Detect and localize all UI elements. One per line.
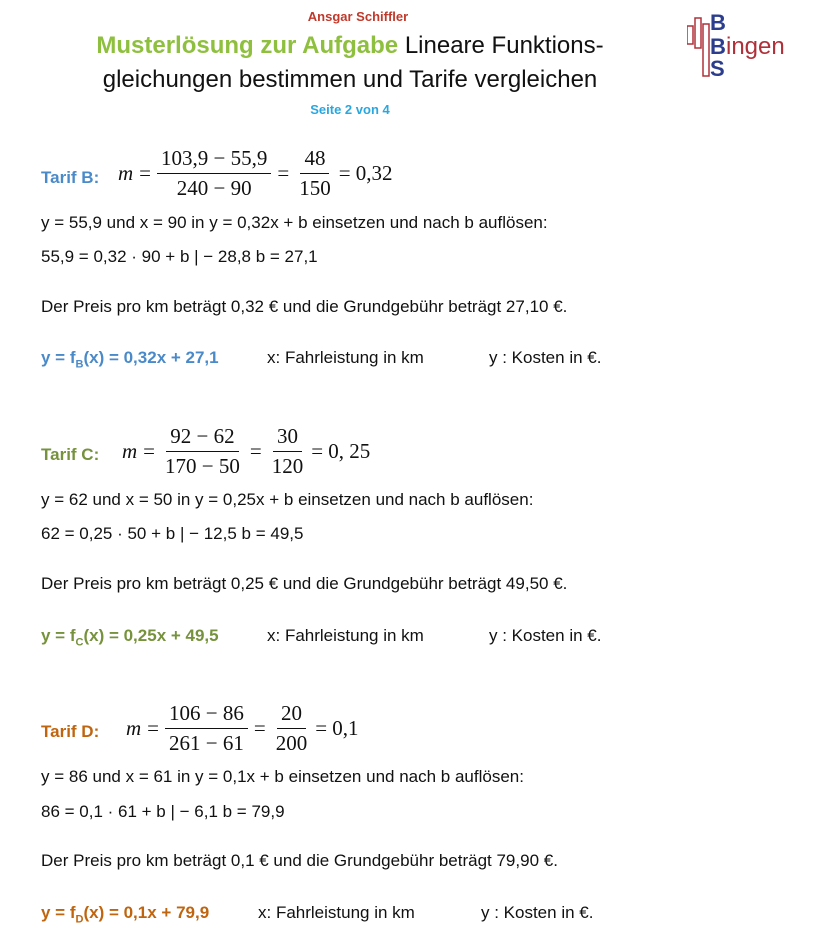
tarif-c-sentence: Der Preis pro km beträgt 0,25 € und die Grundgebühr beträgt 49,50 €.: [41, 574, 568, 593]
page-title-line2: gleichungen bestimmen und Tarife vergleichen: [102, 66, 598, 93]
logo-letter-b1: B: [710, 10, 726, 35]
fraction-denominator: 240 − 90: [176, 176, 252, 200]
slope-symbol: m: [122, 439, 138, 463]
tarif-c-label: Tarif C:: [41, 445, 100, 464]
logo-letter-b2: B: [710, 34, 726, 59]
slope-result: = 0, 25: [311, 439, 371, 463]
function-prefix: y = f: [41, 903, 76, 922]
fraction-denominator: 120: [271, 454, 304, 478]
tarif-d-sentence: Der Preis pro km beträgt 0,1 € und die Grundgebühr beträgt 79,90 €.: [41, 851, 558, 870]
function-body: (x) = 0,1x + 79,9: [83, 903, 210, 922]
tarif-d-y-description: y : Kosten in €.: [481, 903, 594, 922]
title-highlight: Musterlösung zur Aufgabe: [96, 32, 399, 59]
fraction-numerator: 106 − 86: [165, 701, 248, 729]
fraction: [161, 424, 244, 479]
tarif-c-slope-formula: [122, 424, 370, 479]
function-prefix: y = f: [41, 348, 76, 367]
fraction-denominator: 261 − 61: [169, 731, 244, 755]
fraction: [165, 701, 248, 756]
fraction: [268, 424, 308, 479]
tarif-d-function: [41, 903, 209, 925]
fraction-numerator: 20: [277, 701, 306, 729]
tarif-c-y-description: y : Kosten in €.: [489, 626, 602, 645]
tarif-c-solve-b: 62 = 0,25 · 50 + b | − 12,5 b = 49,5: [41, 524, 304, 543]
slope-symbol: m: [126, 716, 142, 740]
author-name: Ansgar Schiffler: [307, 9, 409, 24]
logo-graphic: [687, 10, 817, 80]
tarif-d-slope-formula: [126, 701, 359, 756]
page-indicator: Seite 2 von 4: [310, 102, 390, 117]
fraction-numerator: 92 − 62: [166, 424, 238, 452]
fraction-denominator: 200: [275, 731, 308, 755]
tarif-c-substitution: y = 62 und x = 50 in y = 0,25x + b einsetzen und nach b auflösen:: [41, 490, 534, 509]
tarif-b-x-description: x: Fahrleistung in km: [267, 348, 424, 367]
equals-sign: =: [277, 161, 290, 185]
tarif-b-y-description: y : Kosten in €.: [489, 348, 602, 367]
function-subscript: C: [75, 636, 84, 649]
tarif-d-label: Tarif D:: [41, 722, 100, 741]
equals-sign: =: [139, 161, 152, 185]
fraction: [295, 146, 335, 201]
fraction: [157, 146, 271, 201]
title-rest: Lineare Funktions-: [398, 32, 604, 59]
tarif-d-solve-b: 86 = 0,1 · 61 + b | − 6,1 b = 79,9: [41, 802, 285, 821]
tarif-b-substitution: y = 55,9 und x = 90 in y = 0,32x + b einsetzen und nach b auflösen:: [41, 213, 548, 232]
fraction-denominator: 150: [299, 176, 331, 200]
equals-sign: =: [147, 716, 160, 740]
function-body: (x) = 0,25x + 49,5: [83, 626, 219, 645]
fraction-numerator: 48: [300, 146, 329, 174]
tarif-b-slope-formula: [118, 146, 393, 201]
slope-result: = 0,32: [338, 161, 393, 185]
tarif-d-substitution: y = 86 und x = 61 in y = 0,1x + b einsetzen und nach b auflösen:: [41, 767, 524, 786]
fraction-denominator: 170 − 50: [165, 454, 240, 478]
equals-sign: =: [143, 439, 156, 463]
slope-symbol: m: [118, 161, 134, 185]
fraction-numerator: 30: [273, 424, 302, 452]
tarif-b-function: [41, 348, 219, 370]
bbs-bingen-logo: [687, 10, 817, 80]
logo-letter-s: S: [710, 56, 725, 80]
tarif-c-x-description: x: Fahrleistung in km: [267, 626, 424, 645]
logo-word: ingen: [726, 33, 785, 60]
tarif-c-function: [41, 626, 219, 648]
function-subscript: D: [75, 913, 84, 926]
page-title: [0, 32, 700, 60]
slope-result: = 0,1: [315, 716, 359, 740]
function-prefix: y = f: [41, 626, 76, 645]
equals-sign: =: [249, 439, 262, 463]
fraction-numerator: 103,9 − 55,9: [157, 146, 271, 174]
tarif-b-solve-b: 55,9 = 0,32 · 90 + b | − 28,8 b = 27,1: [41, 247, 318, 266]
tarif-d-x-description: x: Fahrleistung in km: [258, 903, 415, 922]
tarif-b-label: Tarif B:: [41, 168, 100, 187]
function-body: (x) = 0,32x + 27,1: [83, 348, 219, 367]
function-subscript: B: [75, 358, 84, 371]
equals-sign: =: [253, 716, 266, 740]
fraction: [272, 701, 312, 756]
tarif-b-sentence: Der Preis pro km beträgt 0,32 € und die Grundgebühr beträgt 27,10 €.: [41, 297, 568, 316]
